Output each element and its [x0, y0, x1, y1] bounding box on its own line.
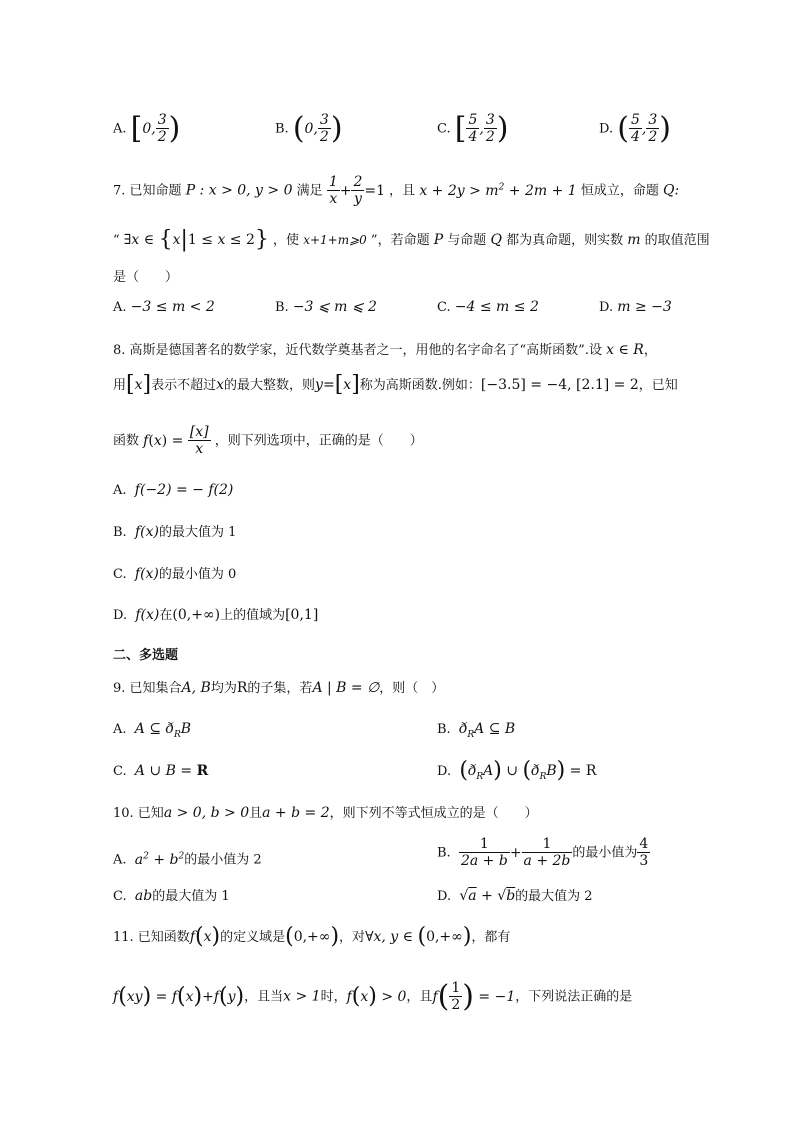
- q8-option-d: D. f(x)在(0,+∞)上的值域为[0,1]: [113, 607, 319, 623]
- q8-option-a: A. f(−2) = − f(2): [113, 482, 234, 498]
- q8-option-b: B. f(x)的最大值为 1: [113, 524, 237, 540]
- q7-option-a: A. −3 ≤ m < 2: [113, 299, 215, 315]
- q7-option-b: B. −3 ⩽ m ⩽ 2: [275, 299, 377, 315]
- q11-stem-line1: 11. 已知函数f(x)的定义域是(0,+∞)，对∀x, y ∈ (0,+∞)，都有: [113, 924, 511, 949]
- q6-option-a: A. [0, $\frac{3}{2}$ ): [113, 110, 181, 146]
- q9-option-b: B. $ð_RA$ ⊆ B: [437, 721, 516, 740]
- q9-option-d: D. $(ð_RA)$ ∪ $(ð_RB) = R$: [437, 758, 597, 783]
- q10-option-d: D. √a + √b的最大值为 2: [437, 888, 593, 904]
- q10-stem: 10. 已知a > 0, b > 0且a + b = 2，则下列不等式恒成立的是（ ）: [113, 805, 538, 821]
- q6-option-d: D. ( $\frac{5}{4}$ , $\frac{3}{2}$ ): [599, 110, 671, 146]
- q7-option-c: C. −4 ≤ m ≤ 2: [437, 299, 539, 315]
- q7-stem-line3: 是（ ）: [113, 270, 179, 285]
- q9-option-a: A. A ⊆ $ð_RB$: [113, 721, 192, 740]
- q10-option-c: C. ab的最大值为 1: [113, 888, 230, 904]
- q9-stem: 9. 已知集合A, B均为R的子集，若A | B = ∅，则（ ）: [113, 680, 445, 696]
- q11-stem-line2: f(xy) = f(x)+f(y)，且当x > 1时，f(x) > 0，且f( $\frac{1}{2}$ ) = −1，下列说法正确的是: [113, 978, 633, 1014]
- section-heading: 二、多选题: [113, 648, 179, 663]
- q10-option-b: B. $\frac{1}{2a + b}$ + $\frac{1}{a + 2b}$ 的最小值为 $\frac{4}{3}$: [437, 836, 649, 869]
- q8-option-c: C. f(x)的最小值为 0: [113, 566, 237, 582]
- q8-stem-line1: 8. 高斯是德国著名的数学家，近代数学奠基者之一，用他的名字命名了“高斯函数”.设 x ∈ R，: [113, 342, 657, 358]
- q8-stem-line2: 用[x]表示不超过x的最大整数，则y=[x]称为高斯函数.例如：[−3.5] = −4, [2.1] = 2，已知: [113, 372, 678, 397]
- q7-option-d: D. m ≥ −3: [599, 299, 672, 315]
- q8-stem-line3: 函数 f(x) = $\frac{[x]}{x}$ ，则下列选项中，正确的是（ ）: [113, 424, 423, 457]
- q9-option-c: C. A ∪ B = R: [113, 763, 209, 779]
- q7-stem-line2: “ ∃x ∈ {x|1 ≤ x ≤ 2} ，使 x+1+m⩾0 ”，若命题 P 与命题 Q 都为真命题，则实数 m 的取值范围: [113, 227, 710, 252]
- q10-option-a: A. $a^2 + b^2$的最小值为 2: [113, 851, 262, 868]
- q6-option-c: C. [ $\frac{5}{4}$ , $\frac{3}{2}$ ): [437, 110, 509, 146]
- q6-option-b: B. (0, $\frac{3}{2}$ ): [275, 110, 343, 146]
- q7-stem-line1: 7. 已知命题 P : x > 0, y > 0 满足 $\frac{1}{x}$ + $\frac{2}{y}$ =1 ，且 $x + 2y > m^2 + 2m + 1$ 恒成立，命题 Q:: [113, 174, 680, 207]
